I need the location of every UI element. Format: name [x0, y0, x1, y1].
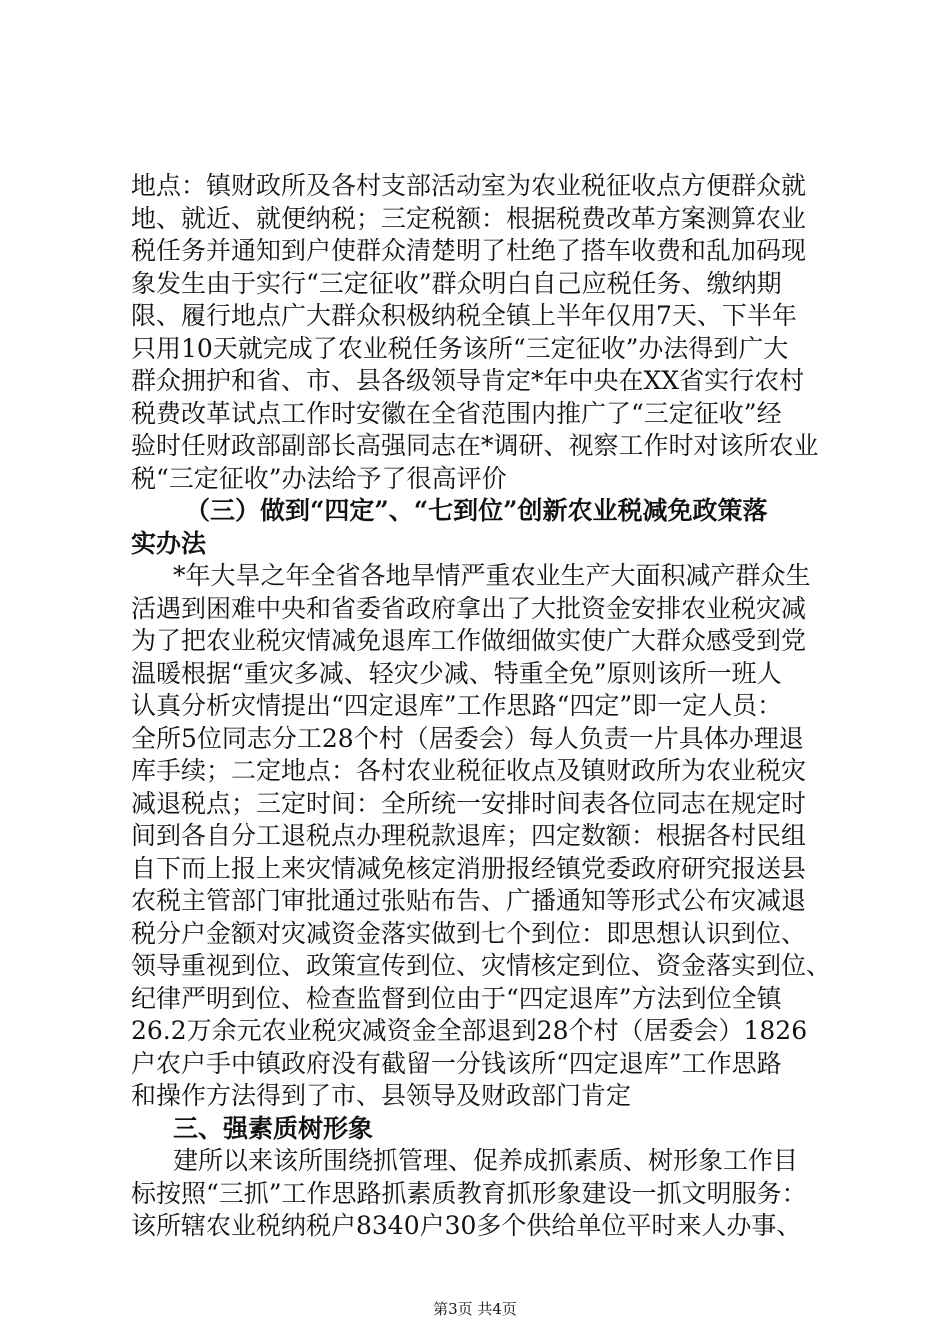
text-line: 自下而上报上来灾情减免核定消册报经镇党委政府研究报送县 — [131, 853, 807, 883]
text-line: 26.2万余元农业税灾减资金全部退到28个村（居委会）1826 — [131, 1016, 808, 1045]
text-line: 库手续；二定地点：各村农业税征收点及镇财政所为农业税灾 — [131, 756, 807, 785]
text-line: 活遇到困难中央和省委省政府拿出了大批资金安排农业税灾减 — [131, 593, 807, 623]
section-heading: （三）做到“四定”、“七到位”创新农业税减免政策落 — [185, 496, 768, 525]
text-line: 农税主管部门审批通过张贴布告、广播通知等形式公布灾减退 — [131, 886, 807, 915]
text-line: 认真分析灾情提出“四定退库”工作思路“四定”即一定人员： — [131, 691, 783, 720]
text-line: 领导重视到位、政策宣传到位、灾情核定到位、资金落实到位、 — [131, 951, 832, 980]
text-line: 温暖根据“重灾多减、轻灾少减、特重全免”原则该所一班人 — [131, 658, 782, 688]
text-line: 税任务并通知到户使群众清楚明了杜绝了搭车收费和乱加码现 — [131, 236, 807, 265]
text-line: 群众拥护和省、市、县各级领导肯定*年中央在XX省实行农村 — [131, 366, 805, 395]
text-line: 标按照“三抓”工作思路抓素质教育抓形象建设一抓文明服务： — [131, 1178, 807, 1208]
text-line: 减退税点；三定时间：全所统一安排时间表各位同志在规定时 — [131, 788, 807, 818]
text-line: 验时任财政部副部长高强同志在*调研、视察工作时对该所农业 — [131, 431, 819, 460]
text-line: 限、履行地点广大群众积极纳税全镇上半年仅用7天、下半年 — [131, 301, 797, 330]
text-line: 该所辖农业税纳税户8340户30多个供给单位平时来人办事、 — [131, 1211, 802, 1240]
text-line: 全所5位同志分工28个村（居委会）每人负责一片具体办理退 — [131, 723, 804, 753]
text-line: 税分户金额对灾减资金落实做到七个到位：即思想认识到位、 — [131, 918, 807, 948]
section-heading: 三、强素质树形象 — [173, 1113, 374, 1143]
text-line: 地点：镇财政所及各村支部活动室为农业税征收点方便群众就 — [131, 171, 807, 200]
text-line: 地、就近、就便纳税；三定税额：根据税费改革方案测算农业 — [131, 203, 807, 233]
section-heading-continued: 实办法 — [131, 528, 207, 558]
text-line: 为了把农业税灾情减免退库工作做细做实使广大群众感受到党 — [131, 626, 807, 655]
text-line: 纪律严明到位、检查监督到位由于“四定退库”方法到位全镇 — [131, 983, 782, 1013]
text-line: 和操作方法得到了市、县领导及财政部门肯定 — [131, 1081, 632, 1110]
text-line: 间到各自分工退税点办理税款退库；四定数额：根据各村民组 — [131, 821, 807, 850]
paragraph-first-line: *年大旱之年全省各地旱情严重农业生产大面积减产群众生 — [173, 561, 811, 590]
document-body — [131, 170, 831, 1243]
text-line: 象发生由于实行“三定征收”群众明白自己应税任务、缴纳期 — [131, 268, 782, 298]
text-line: 户农户手中镇政府没有截留一分钱该所“四定退库”工作思路 — [131, 1048, 782, 1078]
paragraph-first-line: 建所以来该所围绕抓管理、促养成抓素质、树形象工作目 — [173, 1146, 799, 1175]
text-line: 税费改革试点工作时安徽在全省范围内推广了“三定征收”经 — [131, 398, 782, 428]
text-line: 税“三定征收”办法给予了很高评价 — [131, 463, 507, 493]
page-number-footer: 第3页 共4页 — [433, 1300, 517, 1318]
text-line: 只用10天就完成了农业税任务该所“三定征收”办法得到广大 — [131, 333, 789, 363]
